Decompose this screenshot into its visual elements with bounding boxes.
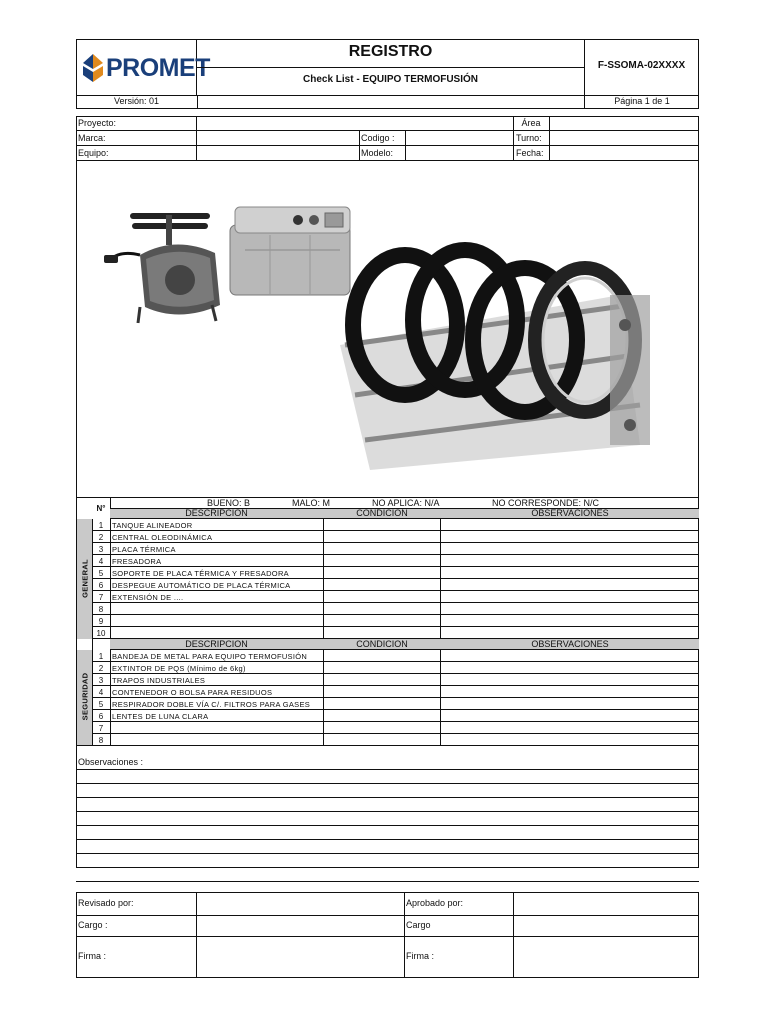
- row-number: 4: [98, 688, 104, 697]
- label-modelo: Modelo:: [361, 148, 394, 158]
- label-cargo-1: Cargo :: [78, 920, 108, 930]
- row-description: CONTENEDOR O BOLSA PARA RESIDUOS: [112, 688, 273, 697]
- seguridad-col-descripcion: DESCRIPCION: [185, 639, 248, 649]
- row-description: EXTINTOR DE PQS (Mínimo de 6kg): [112, 664, 246, 673]
- row-number: 9: [98, 617, 104, 626]
- seguridad-section-label: SEGURIDAD: [80, 672, 90, 721]
- legend-no-corresponde: NO CORRESPONDE: N/C: [492, 498, 600, 508]
- row-observaciones-cell[interactable]: [442, 662, 698, 674]
- field-codigo[interactable]: [406, 131, 513, 145]
- row-condicion-cell[interactable]: [323, 615, 441, 627]
- row-condicion-cell[interactable]: [323, 650, 441, 662]
- version-vline: [197, 95, 198, 109]
- observaciones-line[interactable]: [76, 825, 699, 839]
- row-condicion-cell[interactable]: [323, 543, 441, 555]
- row-condicion-cell[interactable]: [323, 567, 441, 579]
- row-number: 3: [98, 545, 104, 554]
- row-condicion-cell[interactable]: [323, 662, 441, 674]
- legend-no-aplica: NO APLICA: N/A: [372, 498, 440, 508]
- row-observaciones-cell[interactable]: [442, 531, 698, 543]
- row-observaciones-cell[interactable]: [442, 650, 698, 662]
- field-firma-1[interactable]: [197, 937, 404, 977]
- label-firma-1: Firma :: [78, 951, 106, 961]
- field-modelo[interactable]: [406, 146, 513, 160]
- observaciones-line[interactable]: [76, 783, 699, 797]
- row-description: FRESADORA: [112, 557, 162, 566]
- observaciones-line[interactable]: [76, 797, 699, 811]
- row-description: TRAPOS INDUSTRIALES: [112, 676, 206, 685]
- label-aprobado: Aprobado por:: [406, 898, 464, 908]
- central-oleodinamica-illustration: [230, 207, 350, 295]
- header-logo-cell: [76, 39, 210, 95]
- row-description: PLACA TÉRMICA: [112, 545, 176, 554]
- observaciones-line[interactable]: [76, 811, 699, 825]
- promet-logo-icon: [82, 53, 104, 83]
- info-row-line-3: [76, 160, 699, 161]
- row-number: 2: [98, 533, 104, 542]
- row-number: 6: [98, 581, 104, 590]
- field-firma-2[interactable]: [514, 937, 698, 977]
- row-number: 1: [98, 521, 104, 530]
- doc-code: F-SSOMA-02XXXX: [597, 60, 686, 71]
- row-observaciones-cell[interactable]: [442, 603, 698, 615]
- label-revisado: Revisado por:: [78, 898, 134, 908]
- general-section-label: GENERAL: [80, 559, 90, 598]
- row-description: LENTES DE LUNA CLARA: [112, 712, 209, 721]
- tanque-alineador-illustration: [340, 250, 650, 470]
- table-bottom-line: [76, 745, 699, 746]
- observaciones-line[interactable]: [76, 769, 699, 783]
- field-cargo-1[interactable]: [197, 916, 404, 936]
- row-number: 8: [98, 736, 104, 745]
- observaciones-line[interactable]: [76, 853, 699, 867]
- row-condicion-cell[interactable]: [323, 710, 441, 722]
- row-number: 4: [98, 557, 104, 566]
- row-description: SOPORTE DE PLACA TÉRMICA Y FRESADORA: [112, 569, 289, 578]
- label-fecha: Fecha:: [516, 148, 544, 158]
- seguridad-col-condicion: CONDICION: [356, 639, 408, 649]
- label-area: Área: [521, 118, 541, 128]
- page-number: Página 1 de 1: [584, 96, 699, 109]
- legend-malo: MALO: M: [292, 498, 331, 508]
- row-observaciones-cell[interactable]: [442, 710, 698, 722]
- fresadora-unit-illustration: [104, 213, 220, 323]
- row-observaciones-cell[interactable]: [442, 722, 698, 734]
- field-marca[interactable]: [197, 131, 359, 145]
- label-firma-2: Firma :: [406, 951, 434, 961]
- label-proyecto: Proyecto:: [78, 118, 117, 128]
- header-title: REGISTRO: [348, 43, 433, 60]
- row-description: RESPIRADOR DOBLE VÍA C/. FILTROS PARA GASES: [112, 700, 311, 709]
- row-condicion-cell[interactable]: [323, 555, 441, 567]
- row-condicion-cell[interactable]: [323, 698, 441, 710]
- field-fecha[interactable]: [550, 146, 698, 160]
- row-observaciones-cell[interactable]: [442, 555, 698, 567]
- field-area[interactable]: [550, 117, 698, 130]
- row-description: TANQUE ALINEADOR: [112, 521, 193, 530]
- row-number: 5: [98, 700, 104, 709]
- field-cargo-2[interactable]: [514, 916, 698, 936]
- row-description: DESPEGUE AUTOMÁTICO DE PLACA TÉRMICA: [112, 581, 291, 590]
- legend-number-header: N°: [96, 504, 106, 513]
- general-col-descripcion: DESCRIPCION: [185, 508, 248, 518]
- label-turno: Turno:: [516, 133, 542, 143]
- row-observaciones-cell[interactable]: [442, 579, 698, 591]
- label-codigo: Codigo :: [361, 133, 395, 143]
- logo-text: PROMET: [106, 54, 210, 82]
- row-number: 6: [98, 712, 104, 721]
- title-divider: [197, 67, 584, 68]
- seguridad-col-observaciones: OBSERVACIONES: [531, 639, 609, 649]
- row-number: 2: [98, 664, 104, 673]
- label-cargo-2: Cargo: [406, 920, 431, 930]
- row-number: 5: [98, 569, 104, 578]
- field-aprobado[interactable]: [514, 893, 698, 915]
- observaciones-line[interactable]: [76, 839, 699, 853]
- field-revisado[interactable]: [197, 893, 404, 915]
- termofusion-equipment-image: [100, 195, 660, 475]
- row-condicion-cell[interactable]: [323, 531, 441, 543]
- row-observaciones-cell[interactable]: [442, 698, 698, 710]
- row-condicion-cell[interactable]: [323, 686, 441, 698]
- header-subtitle: Check List - EQUIPO TERMOFUSIÓN: [302, 74, 479, 85]
- general-col-condicion: CONDICION: [356, 508, 408, 518]
- row-observaciones-cell[interactable]: [442, 686, 698, 698]
- row-observaciones-cell[interactable]: [442, 591, 698, 603]
- row-number: 1: [98, 652, 104, 661]
- row-condicion-cell[interactable]: [323, 591, 441, 603]
- version-text: Versión: 01: [113, 96, 160, 106]
- row-observaciones-cell[interactable]: [442, 615, 698, 627]
- row-description: EXTENSIÓN DE ....: [112, 593, 184, 602]
- row-observaciones-cell[interactable]: [442, 674, 698, 686]
- legend-bueno: BUENO: B: [207, 498, 251, 508]
- label-marca: Marca:: [78, 133, 106, 143]
- row-condicion-cell[interactable]: [323, 603, 441, 615]
- observaciones-label: Observaciones :: [78, 757, 144, 767]
- row-condicion-cell[interactable]: [323, 722, 441, 734]
- row-number: 8: [98, 605, 104, 614]
- field-equipo[interactable]: [197, 146, 359, 160]
- field-proyecto[interactable]: [197, 117, 513, 130]
- row-number: 3: [98, 676, 104, 685]
- row-condicion-cell[interactable]: [323, 519, 441, 531]
- row-condicion-cell[interactable]: [323, 579, 441, 591]
- row-number: 7: [98, 593, 104, 602]
- row-number: 7: [98, 724, 104, 733]
- row-description: CENTRAL OLEODINÁMICA: [112, 533, 213, 542]
- field-turno[interactable]: [550, 131, 698, 145]
- row-condicion-cell[interactable]: [323, 674, 441, 686]
- row-observaciones-cell[interactable]: [442, 567, 698, 579]
- general-col-observaciones: OBSERVACIONES: [531, 508, 609, 518]
- row-observaciones-cell[interactable]: [442, 543, 698, 555]
- observaciones-line[interactable]: [76, 867, 699, 881]
- row-description: BANDEJA DE METAL PARA EQUIPO TERMOFUSIÓN: [112, 652, 308, 661]
- row-observaciones-cell[interactable]: [442, 519, 698, 531]
- label-equipo: Equipo:: [78, 148, 109, 158]
- row-number: 10: [96, 629, 106, 638]
